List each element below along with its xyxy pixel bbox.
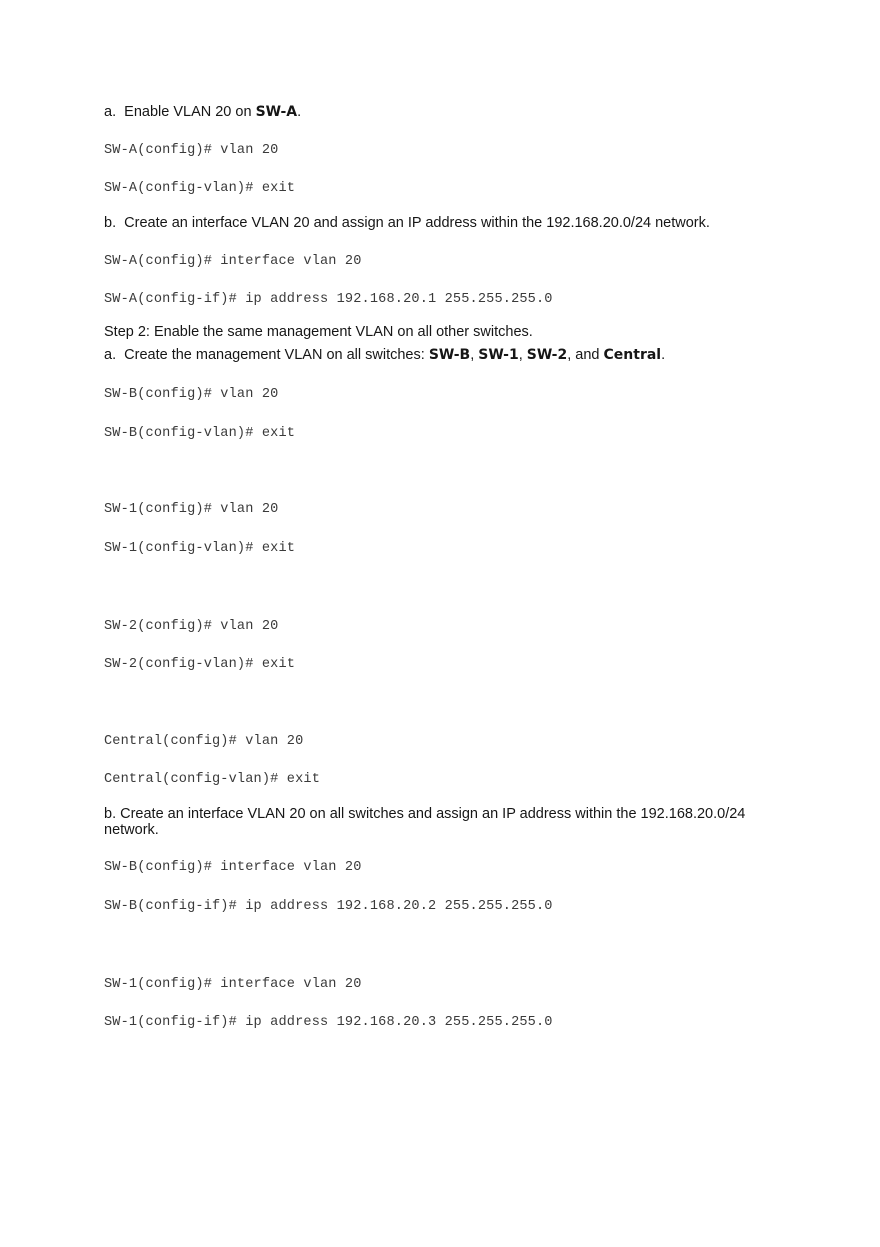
switch-name-sw2: SW-2: [526, 347, 568, 363]
code-line: SW-A(config-if)# ip address 192.168.20.1 255.255.255.0: [104, 292, 553, 307]
code-line: Central(config-vlan)# exit: [104, 772, 320, 787]
code-line: SW-1(config-if)# ip address 192.168.20.3 255.255.255.0: [104, 1015, 553, 1030]
step-2-heading: Step 2: Enable the same management VLAN on all other switches.: [104, 324, 533, 340]
code-line: SW-A(config-vlan)# exit: [104, 181, 296, 196]
separator: ,: [470, 347, 479, 363]
step-a1-text: a. Enable VLAN 20 on: [104, 104, 256, 120]
step-a2-suffix: .: [661, 347, 666, 363]
code-line: SW-2(config)# vlan 20: [104, 619, 279, 634]
code-line: SW-B(config)# vlan 20: [104, 387, 279, 402]
code-line: SW-1(config)# vlan 20: [104, 502, 279, 517]
code-line: Central(config)# vlan 20: [104, 734, 304, 749]
switch-name-swb: SW-B: [428, 347, 471, 363]
separator: ,: [518, 347, 527, 363]
step-a2-text: a. Create the management VLAN on all switches:: [104, 347, 429, 363]
step-b2-instruction: b. Create an interface VLAN 20 on all switches and assign an IP address within the 192.168.20.0/24 network.: [104, 806, 746, 838]
switch-name-sw1: SW-1: [478, 347, 519, 363]
step-b1-instruction: b. Create an interface VLAN 20 and assign an IP address within the 192.168.20.0/24 network.: [104, 215, 710, 231]
code-line: SW-A(config)# interface vlan 20: [104, 254, 362, 269]
code-line: SW-A(config)# vlan 20: [104, 143, 279, 158]
step-a1-suffix: .: [297, 104, 302, 120]
code-line: SW-B(config-if)# ip address 192.168.20.2 255.255.255.0: [104, 899, 553, 914]
code-line: SW-B(config-vlan)# exit: [104, 426, 296, 441]
step-a1-instruction: [104, 104, 301, 120]
step-a1-switch-name: SW-A: [255, 104, 298, 120]
code-line: SW-2(config-vlan)# exit: [104, 657, 296, 672]
code-line: SW-1(config-vlan)# exit: [104, 541, 296, 556]
code-line: SW-B(config)# interface vlan 20: [104, 860, 362, 875]
separator: , and: [567, 347, 604, 363]
switch-name-central: Central: [603, 347, 662, 363]
code-line: SW-1(config)# interface vlan 20: [104, 977, 362, 992]
step-a2-instruction: [104, 347, 665, 363]
